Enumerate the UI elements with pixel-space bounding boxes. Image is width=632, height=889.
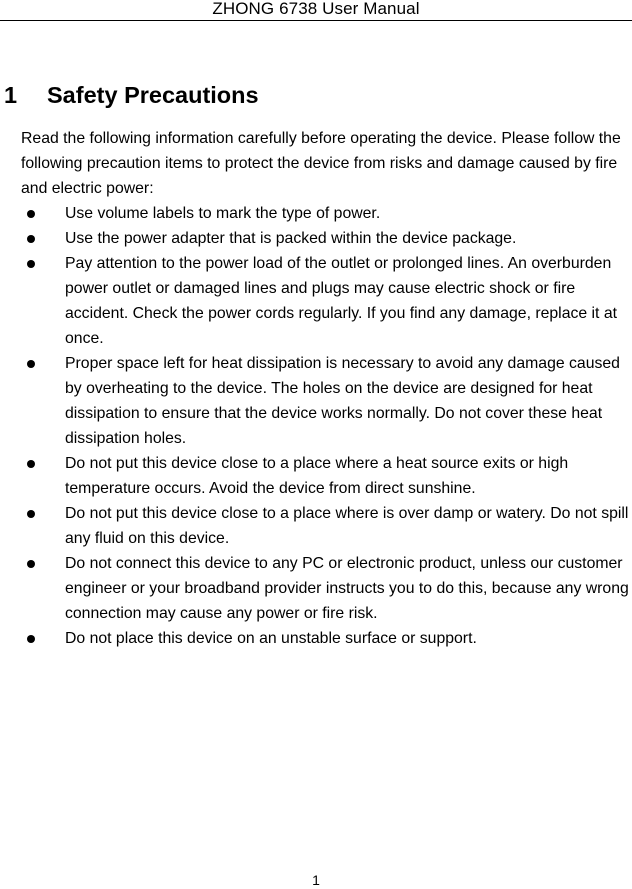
bullet-dot-icon (27, 260, 35, 268)
list-item (21, 201, 632, 226)
page-header (0, 0, 632, 21)
precautions-list (21, 201, 632, 651)
list-item-text: Proper space left for heat dissipation is necessary to avoid any damage caused by overheating to the device. The holes on the device are designed for heat dissipation to ensure that the device works normally. Do not cover these heat dissipation holes. (65, 355, 620, 447)
bullet-dot-icon (27, 635, 35, 643)
list-item-text: Pay attention to the power load of the outlet or prolonged lines. An overburden power outlet or damaged lines and plugs may cause electric shock or fire accident. Check the power cords regularly. If you find any damage, replace it at once. (65, 255, 618, 347)
bullet-dot-icon (27, 460, 35, 468)
list-item (21, 226, 632, 251)
list-item (21, 626, 632, 651)
list-item-text: Use volume labels to mark the type of power. (65, 205, 381, 222)
section-title: Safety Precautions (47, 82, 259, 108)
page-number: 1 (312, 872, 320, 888)
header-title: ZHONG 6738 User Manual (212, 0, 420, 18)
bullet-dot-icon (27, 560, 35, 568)
list-item-text: Do not put this device close to a place where a heat source exits or high temperature occurs. Avoid the device from direct sunshine. (65, 455, 569, 497)
intro-paragraph: Read the following information carefully before operating the device. Please follow the following precaution items to protect the device from risks and damage caused by fire and electric power: (21, 130, 621, 197)
section-number: 1 (4, 82, 18, 108)
list-item (21, 351, 632, 451)
list-item (21, 501, 632, 551)
bullet-dot-icon (27, 360, 35, 368)
list-item-text: Use the power adapter that is packed within the device package. (65, 230, 517, 247)
list-item (21, 551, 632, 626)
list-item (21, 251, 632, 351)
list-item-text: Do not connect this device to any PC or electronic product, unless our customer engineer or your broadband provider instructs you to do this, because any wrong connection may cause any power or fire risk. (65, 555, 629, 622)
bullet-dot-icon (27, 510, 35, 518)
list-item-text: Do not put this device close to a place where is over damp or watery. Do not spill any fluid on this device. (65, 505, 629, 547)
list-item (21, 451, 632, 501)
bullet-dot-icon (27, 235, 35, 243)
section-heading (4, 80, 259, 110)
list-item-text: Do not place this device on an unstable surface or support. (65, 630, 477, 647)
bullet-dot-icon (27, 210, 35, 218)
